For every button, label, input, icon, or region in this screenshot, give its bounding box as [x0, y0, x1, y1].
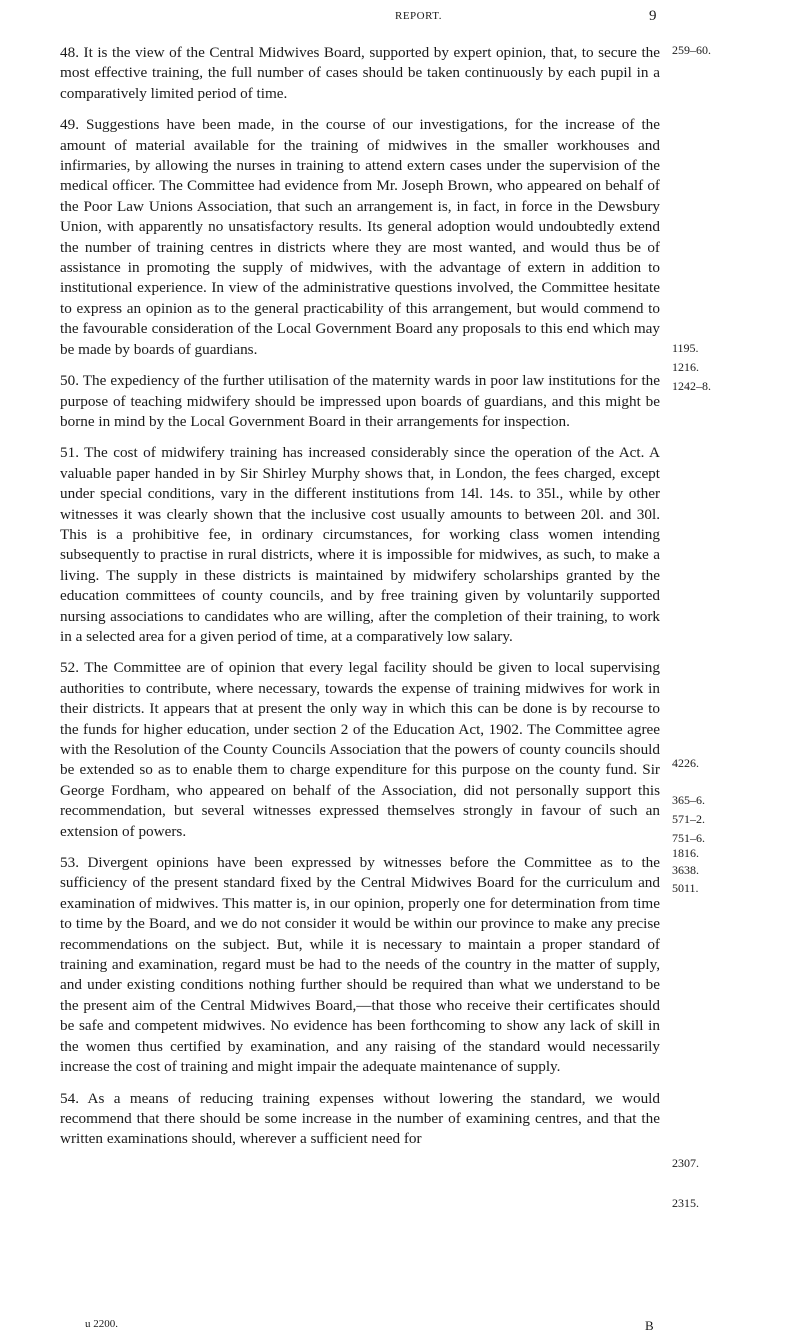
paragraph-text: Divergent opinions have been expressed by witnesses before the Committee as to the sufficiency of the present standard fixed by the Central Midwives Board for the curriculum and examination of midwives. This matter is, in our opinion, properly one for determination from time to time by the Board, and we do not consider it would be within our province to make any precise recommendations on the subject. But, while it is necessary to maintain a proper standard of training and examination, regard must be had to the needs of the country in the matter of supply, and under existing conditions nothing further should be required than what we understand to be the present aim of the Central Midwives Board,—that those who receive their certificates should be safe and competent midwives. No evidence has been forthcoming to show any lack of skill in the women thus certified by examination, and any raising of the standard would necessarily increase the cost of training and might impair the adequate maintenance of supply.	[60, 854, 661, 1076]
paragraph-text: As a means of reducing training expenses without lowering the standard, we would recommend that there should be some increase in the number of examining centres, and that the written examinations should, wherever a sufficient need for	[60, 1089, 660, 1148]
paragraph-51	[60, 443, 660, 647]
print-code: u 2200.	[85, 1318, 118, 1330]
paragraph-text: The cost of midwifery training has increased considerably since the operation of the Act. A valuable paper handed in by Sir Shirley Murphy shows that, in London, the fees charged, except under special conditions, vary in the different institutions from 14l. 14s. to 35l., while by other witnesses it was clearly shown that the inclusive cost usually amounts to between 20l. and 30l. This is a prohibitive fee, in ordinary circumstances, for working class women intending subsequently to practise in rural districts, where it is impossible for midwives, as such, to make a living. The supply in these districts is maintained by midwifery scholarships granted by the education committees of county councils, and by free training given by voluntarily supported nursing associations to candidates who are willing, after the completion of their training, to work in a selected area for a given period of time, at a comparatively low salary.	[60, 444, 660, 645]
body-text	[60, 43, 660, 1161]
margin-ref: 2315.	[672, 1196, 699, 1210]
paragraph-48	[60, 43, 660, 104]
signature-mark: B	[645, 1318, 654, 1333]
paragraph-number: 49.	[60, 116, 79, 134]
margin-ref: 1195.	[672, 341, 699, 355]
margin-ref: 1216.	[672, 360, 699, 374]
paragraph-number: 53.	[60, 854, 79, 872]
paragraph-54	[60, 1089, 660, 1150]
paragraph-text: The Committee are of opinion that every legal facility should be given to local supervising authorities to contribute, where necessary, towards the expense of training midwives for work in their districts. It appears that at present the only way in which this can be done is by recourse to the funds for higher education, under section 2 of the Education Act, 1902. The Committee agree with the Resolution of the County Councils Association that the powers of county councils should be extended so as to enable them to charge expenditure for this purpose on the county fund. Sir George Fordham, who appeared on behalf of the Association, did not personally support this recommendation, but several witnesses expressed themselves strongly in favour of such an extension of powers.	[60, 659, 660, 840]
running-head: REPORT.	[395, 10, 442, 22]
margin-ref: 3638.	[672, 863, 699, 877]
paragraph-52	[60, 658, 660, 842]
margin-ref: 365–6.	[672, 793, 705, 807]
margin-ref: 1816.	[672, 846, 699, 860]
paragraph-number: 54.	[60, 1089, 79, 1107]
paragraph-number: 52.	[60, 659, 79, 677]
paragraph-number: 50.	[60, 372, 79, 390]
paragraph-text: Suggestions have been made, in the course of our investigations, for the increase of the amount of material available for the training of midwives in the smaller workhouses and infirmaries, by allowing the nurses in training to attend extern cases under the supervision of the medical officer. The Committee had evidence from Mr. Joseph Brown, who appeared on behalf of the Poor Law Unions Association, that such an arrangement is, in fact, in force in the Dewsbury Union, with apparently no unsatisfactory results. Its general adoption would undoubtedly extend the number of training centres in districts where they are most wanted, and would thus be of assistance in promoting the supply of midwives, with the advantage of extern in addition to institutional experience. In view of the administrative questions involved, the Committee hesitate to express an opinion as to the general practicability of this arrangement, but would commend to the favourable consideration of the Local Government Board any proposals to this end which may be made by boards of guardians.	[60, 116, 660, 358]
margin-ref: 571–2.	[672, 812, 705, 826]
margin-ref: 5011.	[672, 881, 699, 895]
margin-ref: 259–60.	[672, 43, 711, 57]
page-number: 9	[649, 8, 657, 24]
paragraph-number: 48.	[60, 44, 79, 61]
page-header	[0, 8, 800, 32]
paragraph-49	[60, 115, 660, 360]
paragraph-50	[60, 371, 660, 432]
margin-ref: 2307.	[672, 1156, 699, 1170]
margin-ref: 751–6.	[672, 831, 705, 845]
paragraph-text: The expediency of the further utilisation of the maternity wards in poor law institutions for the purpose of teaching midwifery should be impressed upon boards of guardians, and this might be borne in mind by the Local Government Board in their arrangements for inspection.	[60, 372, 660, 430]
margin-ref: 1242–8.	[672, 379, 711, 393]
paragraph-text: It is the view of the Central Midwives Board, supported by expert opinion, that, to secure the most effective training, the full number of cases should be taken continuously by each pupil in a comparatively limited period of time.	[60, 44, 660, 102]
paragraph-number: 51.	[60, 444, 79, 462]
paragraph-53	[60, 853, 660, 1077]
margin-ref: 4226.	[672, 756, 699, 770]
page-footer	[85, 1318, 654, 1334]
